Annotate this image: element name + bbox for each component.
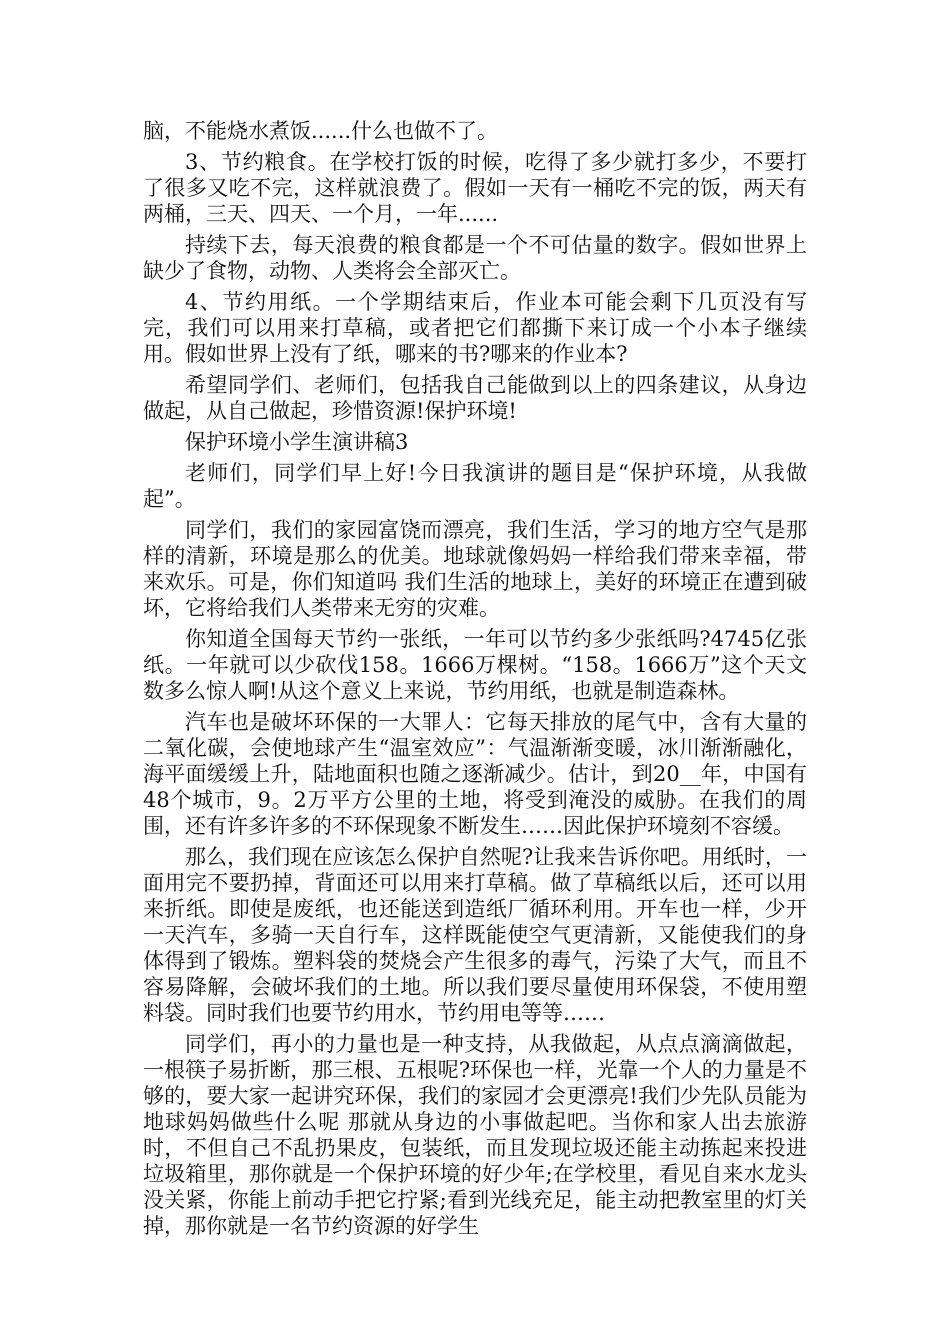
section-heading: 保护环境小学生演讲稿3 <box>185 430 409 454</box>
paragraph-save-paper: 4、节约用纸。一个学期结束后，作业本可能会剩下几页没有写完，我们可以用来打草稿，或者把它们都撕下来订成一个小本子继续用。假如世界上没有了纸，哪来的书?哪来的作业本? <box>143 290 807 366</box>
paragraph-how-to-protect: 那么，我们现在应该怎么保护自然呢?让我来告诉你吧。用纸时，一面用完不要扔掉，背面还可以用来打草稿。做了草稿纸以后，还可以用来折纸。即使是废纸，也还能送到造纸厂循环利用。开车也一样，少开一天汽车，多骑一天自行车，这样既能使空气更清新，又能使我们的身体得到了锻炼。塑料袋的焚烧会产生很多的毒气，污染了大气，而且不容易降解，会破坏我们的土地。所以我们要尽量使用环保袋，不使用塑料袋。同时我们也要节约用水，节约用电等等…… <box>143 845 807 1025</box>
paragraph-paper-facts: 你知道全国每天节约一张纸，一年可以节约多少张纸吗?4745亿张纸。一年就可以少砍伐158。1666万棵树。“158。1666万”这个天文数多么惊人啊!从这个意义上来说，节约用纸，也就是制造森林。 <box>143 627 807 703</box>
paragraph-continued: 脑，不能烧水煮饭......什么也做不了。 <box>143 119 499 143</box>
paragraph-homeland: 同学们，我们的家园富饶而漂亮，我们生活，学习的地方空气是那样的清新，环境是那么的优美。地球就像妈妈一样给我们带来幸福，带来欢乐。可是，你们知道吗 我们生活的地球上，美好的环境正在遭到破坏，它将给我们人类带来无穷的灾难。 <box>143 518 807 620</box>
paragraph-food-waste: 持续下去，每天浪费的粮食都是一个不可估量的数字。假如世界上缺少了食物，动物、人类将会全部灭亡。 <box>143 233 807 283</box>
paragraph-small-actions: 同学们，再小的力量也是一种支持，从我做起，从点点滴滴做起，一根筷子易折断，那三根、五根呢?环保也一样，光靠一个人的力量是不够的，要大家一起讲究环保，我们的家园才会更漂亮!我们少先队员能为地球妈妈做些什么呢 那就从身边的小事做起吧。当你和家人出去旅游时，不但自己不乱扔果皮，包装纸，而且发现垃圾还能主动拣起来投进垃圾箱里，那你就是一个保护环境的好少年;在学校里，看见自来水龙头没关紧，你能上前动手把它拧紧;看到光线充足，能主动把教室里的灯关掉，那你就是一名节约资源的好学生 <box>143 1032 807 1238</box>
paragraph-cars: 汽车也是破坏环保的一大罪人：它每天排放的尾气中，含有大量的二氧化碳，会使地球产生“温室效应”：气温渐渐变暖，冰川渐渐融化，海平面缓缓上升，陆地面积也随之逐渐减少。估计，到20__年，中国有48个城市，9。2万平方公里的土地，将受到淹没的威胁。在我们的周围，还有许多许多的不环保现象不断发生……因此保护环境刻不容缓。 <box>143 710 807 838</box>
paragraph-greeting: 老师们，同学们早上好!今日我演讲的题目是“保护环境，从我做起”。 <box>143 461 807 511</box>
paragraph-hope: 希望同学们、老师们，包括我自己能做到以上的四条建议，从身边做起，从自己做起，珍惜资源!保护环境! <box>143 373 807 423</box>
paragraph-save-food: 3、节约粮食。在学校打饭的时候，吃得了多少就打多少，不要打了很多又吃不完，这样就浪费了。假如一天有一桶吃不完的饭，两天有两桶，三天、四天、一个月，一年...... <box>143 150 807 226</box>
document-body <box>143 118 807 1244</box>
